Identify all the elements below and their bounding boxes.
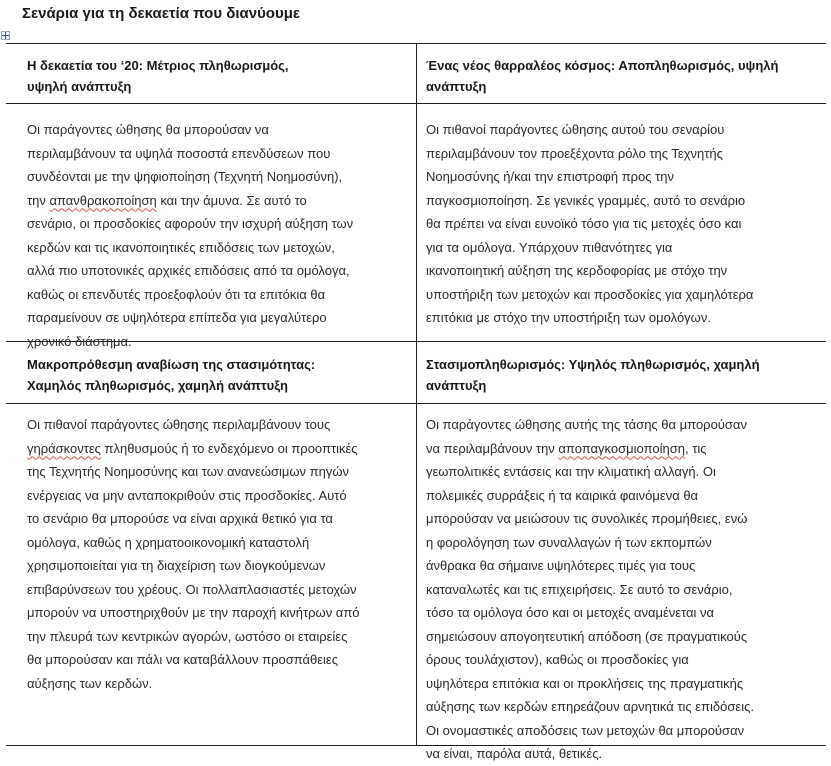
body-line: πολεμικές συρράξεις ή τα καιρικά φαινόμενα θα	[426, 487, 699, 503]
text-segment: την	[27, 192, 50, 208]
body-line: Οι παράγοντες ώθησης θα μπορούσαν να	[27, 122, 269, 137]
body-line: γεωπολιτικές εντάσεις και την κλιματική αλλαγή. Οι	[426, 464, 716, 479]
table-column-divider	[416, 43, 417, 746]
body-line: χρονικό διάστημα.	[27, 333, 132, 349]
heading-line: ανάπτυξη	[426, 378, 487, 393]
body-line: Οι ονομαστικές αποδόσεις των μετοχών θα μπορούσαν	[426, 722, 745, 738]
body-line: ομόλογα, καθώς η χρηματοοικονομική καταστολή	[27, 534, 310, 550]
body-line: καταναλωτές και τις επιχειρήσεις. Σε αυτό το σενάριο,	[426, 581, 733, 597]
body-line: Οι πιθανοί παράγοντες ώθησης περιλαμβάνουν τους	[27, 417, 331, 432]
body-line: περιλαμβάνουν τα υψηλά ποσοστά επενδύσεων που	[27, 145, 331, 161]
table-cell-heading	[27, 354, 412, 396]
heading-line: Χαμηλός πληθωρισμός, χαμηλή ανάπτυξη	[27, 378, 288, 393]
body-line	[27, 437, 412, 461]
body-line: αύξησης των κερδών επηρεάζουν αρνητικά τις επιδόσεις.	[426, 699, 754, 714]
body-line: μπορούσαν να μειώσουν τις συνολικές προμήθειες, ενώ	[426, 511, 748, 526]
text-segment: , τις	[684, 440, 707, 456]
body-line: υψηλότερα επιτόκια και οι προκλήσεις της πραγματικής	[426, 675, 744, 691]
body-line: επιβαρύνσεων του χρέους. Οι πολλαπλασιαστές μετοχών	[27, 581, 357, 597]
misspelled-word: γηράσκοντες	[27, 440, 101, 456]
body-line: κερδών και τις ικανοποιητικές επιδόσεις των μετοχών,	[27, 239, 335, 255]
text-segment: να περιλαμβάνουν την	[426, 440, 559, 456]
body-line: της Τεχνητής Νοημοσύνης και των ανανεώσιμων πηγών	[27, 464, 349, 479]
table-cell-heading	[426, 55, 824, 97]
heading-line: Μακροπρόθεσμη αναβίωση της στασιμότητας:	[27, 357, 316, 372]
body-line: συνδέονται με την ψηφιοποίηση (Τεχνητή Νοημοσύνη),	[27, 169, 343, 184]
table-move-handle-icon[interactable]	[1, 31, 10, 40]
heading-line: Η δεκαετία του ‘20: Μέτριος πληθωρισμός,	[27, 58, 289, 73]
heading-line: Στασιμοπληθωρισμός: Υψηλός πληθωρισμός, χαμηλή	[426, 357, 760, 372]
table-cell-heading	[27, 55, 412, 97]
body-line	[27, 189, 412, 213]
document-title: Σενάρια για τη δεκαετία που διανύουμε	[22, 5, 300, 22]
heading-line: Ένας νέος θαρραλέος κόσμος: Αποπληθωρισμός, υψηλή	[426, 58, 779, 73]
body-line: για τα ομόλογα. Υπάρχουν πιθανότητες για	[426, 239, 673, 255]
body-line: την πλευρά των κεντρικών αγορών, ωστόσο οι εταιρείες	[27, 628, 348, 644]
body-line: Οι πιθανοί παράγοντες ώθησης αυτού του σεναρίου	[426, 122, 725, 137]
body-line: όρους τουλάχιστον), καθώς οι προσδοκίες για	[426, 652, 689, 667]
body-line: αύξησης των κερδών.	[27, 675, 153, 691]
body-line: θα πρέπει να είναι ευνοϊκό τόσο για τις μετοχές όσο και	[426, 216, 742, 231]
table-cell-heading	[426, 354, 824, 396]
body-line: περιλαμβάνουν τον προεξέχοντα ρόλο της Τεχνητής	[426, 145, 723, 161]
body-line: χρησιμοποιείται για τη διαχείριση των διογκούμενων	[27, 558, 326, 573]
body-line: τόσο τα ομόλογα όσο και οι μετοχές αναμένεται να	[426, 605, 715, 620]
body-line: ενέργειας να μην ανταποκριθούν στις προσδοκίες. Αυτό	[27, 487, 347, 503]
body-line: μπορούν να υποστηριχθούν με την παροχή κινήτρων από	[27, 605, 360, 620]
body-line	[426, 437, 824, 461]
table-cell-body	[426, 118, 824, 330]
body-line: άνθρακα θα σήμαινε υψηλότερες τιμές για τους	[426, 558, 696, 573]
table-cell-body	[426, 413, 824, 766]
body-line: σενάριο, οι προσδοκίες αφορούν την ισχυρή αύξηση των	[27, 216, 354, 231]
body-line: αλλά πιο υποτονικές αρχικές επιδόσεις από τα ομόλογα,	[27, 263, 350, 278]
body-line: να είναι, παρόλα αυτά, θετικές.	[426, 746, 603, 761]
body-line: επιτόκια με στόχο την υποστήριξη των ομολόγων.	[426, 310, 711, 325]
body-line: υποστήριξη των μετοχών και προσδοκίες για χαμηλότερα	[426, 286, 754, 302]
body-line: παγκοσμιοποίηση. Σε γενικές γραμμές, αυτό το σενάριο	[426, 192, 746, 208]
heading-line: υψηλή ανάπτυξη	[27, 79, 132, 94]
body-line: Νοημοσύνης ή/και την επιστροφή προς την	[426, 169, 675, 184]
misspelled-word: αποπαγκοσμιοποίηση	[558, 440, 685, 456]
table-cell-body	[27, 413, 412, 695]
body-line: καθώς οι επενδυτές προεξοφλούν ότι τα επιτόκια θα	[27, 286, 326, 302]
misspelled-word: απανθρακοποίηση	[49, 192, 157, 208]
heading-line: ανάπτυξη	[426, 79, 487, 94]
body-line: παραμείνουν σε υψηλότερα επίπεδα για μεγαλύτερο	[27, 310, 327, 325]
body-line: σημειώσουν απογοητευτική απόδοση (σε πραγματικούς	[426, 628, 748, 644]
text-segment: πληθυσμούς ή το ενδεχόμενο οι προοπτικές	[100, 440, 358, 456]
body-line: θα μπορούσαν και πάλι να καταβάλλουν προσπάθειες	[27, 652, 338, 667]
body-line: το σενάριο θα μπορούσε να είναι αρχικά θετικό για τα	[27, 511, 333, 526]
body-line: ικανοποιητική αύξηση της κερδοφορίας με στόχο την	[426, 263, 728, 278]
body-line: Οι παράγοντες ώθησης αυτής της τάσης θα μπορούσαν	[426, 417, 747, 432]
body-line: η φορολόγηση των συναλλαγών ή των εκπομπών	[426, 534, 712, 550]
table-cell-body	[27, 118, 412, 353]
text-segment: και την άμυνα. Σε αυτό το	[156, 192, 307, 208]
